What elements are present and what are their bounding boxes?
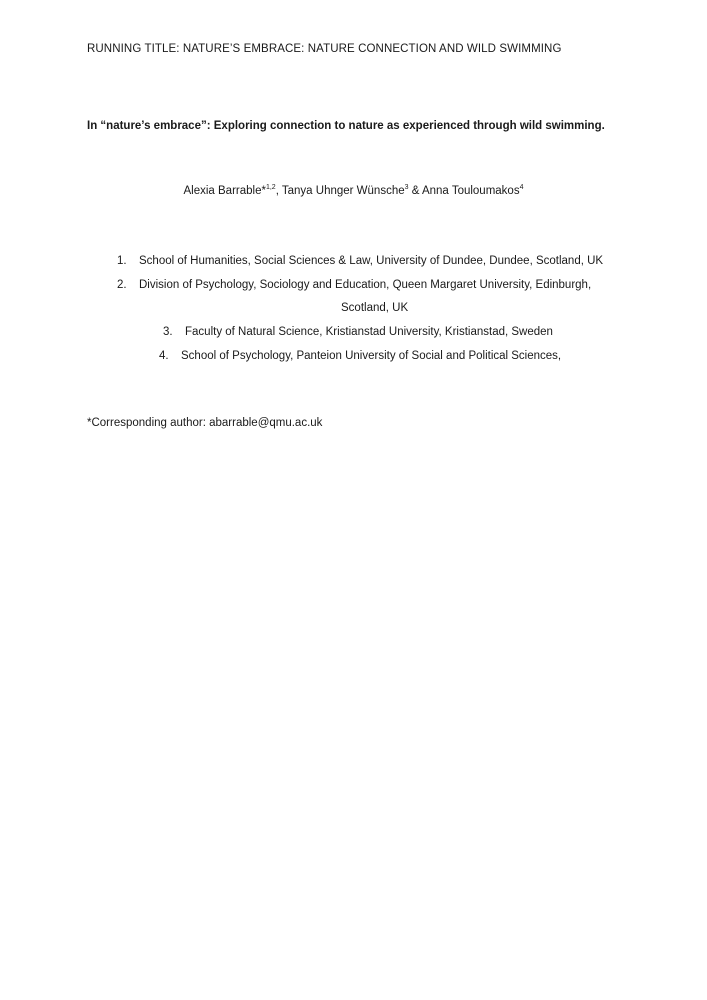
affiliation-number: 1. [117,255,127,267]
affiliation-item [117,279,591,291]
affiliation-number: 3. [163,326,173,338]
author-list [0,185,707,197]
affiliation-number: 2. [117,279,127,291]
author-name: Alexia Barrable* [183,185,266,197]
affiliation-text: School of Psychology, Panteion University of Social and Political Sciences, [181,350,562,362]
corresponding-author: *Corresponding author: abarrable@qmu.ac.uk [87,417,323,429]
author-name: Tanya Uhnger Wünsche [281,185,405,197]
affiliation-text: School of Humanities, Social Sciences & Law, University of Dundee, Dundee, Scotland, UK [139,255,604,267]
affiliation-text: Division of Psychology, Sociology and Education, Queen Margaret University, Edinburgh, [139,279,592,291]
affiliation-item [159,350,561,362]
affiliation-number: 4. [159,350,169,362]
author-name: Anna Touloumakos [421,185,520,197]
affiliation-text: Faculty of Natural Science, Kristianstad University, Kristianstad, Sweden [185,326,553,338]
author-affiliation-mark: 1,2 [265,184,276,191]
affiliation-item [117,255,603,267]
author-separator: & [408,185,422,197]
author-affiliation-mark: 4 [519,184,524,191]
author-affiliation-mark: 3 [404,184,409,191]
author-separator: , [275,185,282,197]
affiliation-item [163,326,553,338]
running-title: RUNNING TITLE: NATURE’S EMBRACE: NATURE CONNECTION AND WILD SWIMMING [87,43,562,55]
affiliation-continuation: Scotland, UK [341,302,409,314]
paper-title: In “nature’s embrace”: Exploring connection to nature as experienced through wild swimming. [87,120,605,132]
